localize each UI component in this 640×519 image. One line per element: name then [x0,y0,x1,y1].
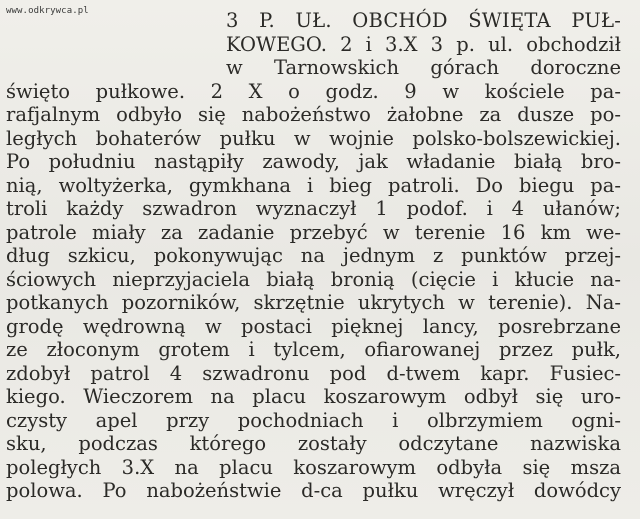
article-line: grodę wędrowną w postaci pięknej lancy, posrebrzane [6,314,621,338]
article-line: ległych bohaterów pułku w wojnie polsko-bolszewickiej. [6,126,621,150]
article-line: dług szkicu, pokonywując na jednym z punktów przej- [6,244,621,267]
article-line: w Tarnowskich górach doroczne [226,56,621,79]
article-line: nią, woltyżerka, gymkhana i bieg patroli. Do biegu pa- [6,173,621,197]
article-line: KOWEGO. 2 i 3.X 3 p. ul. obchodził [226,32,621,56]
article-line: ściowych nieprzyjaciela białą bronią (cięcie i kłucie na- [6,267,621,291]
article-line: potkanych pozorników, skrzętnie ukrytych w terenie). Na- [6,291,621,314]
article-line: sku, podczas którego zostały odczytane nazwiska [6,432,621,455]
article-line: patrole miały za zadanie przebyć w terenie 16 km we- [6,220,621,244]
article-line: 3 P. UŁ. OBCHÓD ŚWIĘTA PUŁ- [226,9,621,32]
article-line: zdobył patrol 4 szwadronu pod d-twem kapr. Fusiec- [6,361,621,385]
article-line: Po południu nastąpiły zawody, jak władanie białą bro- [6,150,621,173]
article-line: troli każdy szwadron wyznaczył 1 podof. i 4 ułanów; [6,197,621,220]
article-line: poległych 3.X na placu koszarowym odbyła się msza [6,455,621,479]
article-line: rafjalnym odbyło się nabożeństwo żałobne za dusze po- [6,103,621,126]
watermark: www.odkrywca.pl [6,6,89,16]
article-line: ze złoconym grotem i tylcem, ofiarowanej przez pułk, [6,338,621,361]
article-line: czysty apel przy pochodniach i olbrzymiem ogni- [6,408,621,432]
article-line: polowa. Po nabożeństwie d-ca pułku wręczył dowódcy [6,479,621,502]
article-line: kiego. Wieczorem na placu koszarowym odbył się uro- [6,385,621,408]
article-line: święto pułkowe. 2 X o godz. 9 w kościele pa- [6,79,621,103]
